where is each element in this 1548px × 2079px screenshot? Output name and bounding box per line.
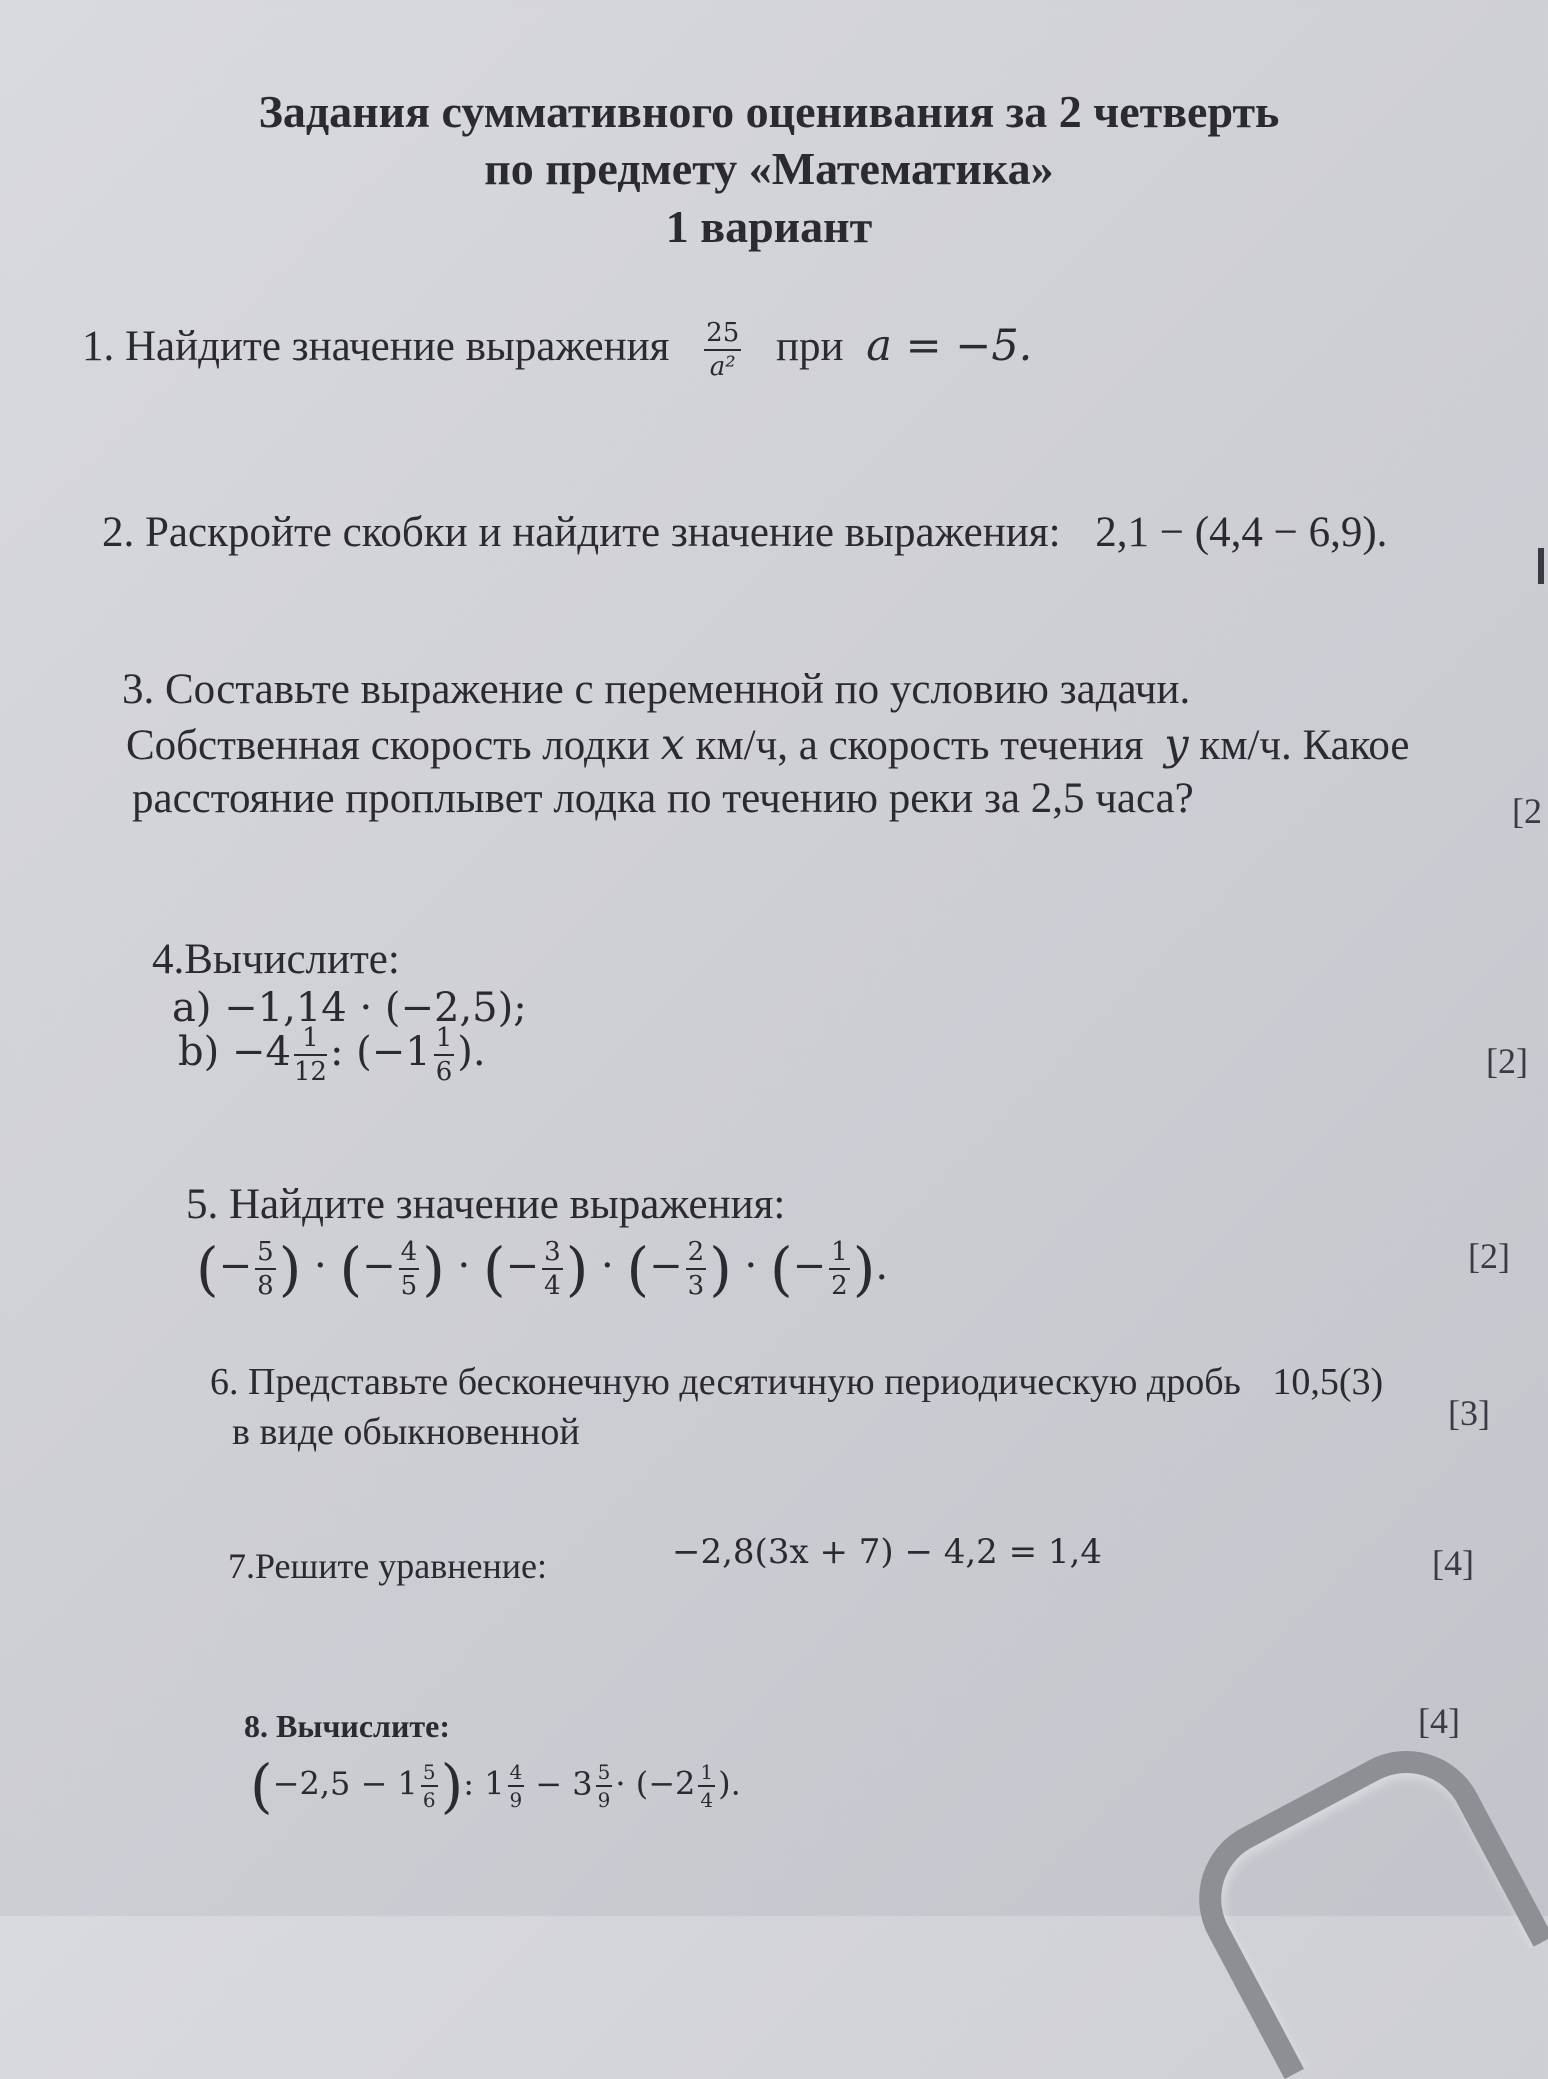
part-b-end: ). (457, 1029, 486, 1075)
negative-fraction: (− $\frac{3}{4}$ ) (483, 1235, 589, 1303)
question-1-text: 1. Найдите значение выражения (82, 322, 670, 370)
fraction-denominator: 12 (293, 1057, 327, 1087)
question-1-suffix: при (776, 322, 844, 370)
score-q8: [4] (1418, 1701, 1460, 1741)
question-5-expression (196, 1235, 888, 1303)
expr-fraction-3 (596, 1762, 613, 1810)
part-b-fraction-2 (434, 1025, 455, 1085)
negative-fraction: (− $\frac{4}{5}$ ) (339, 1235, 445, 1303)
fraction-numerator: 3 (542, 1239, 563, 1270)
expr-fraction-1 (421, 1762, 438, 1810)
question-2-expression: 2,1 − (4,4 − 6,9). (1095, 509, 1388, 556)
fraction-denominator: 5 (400, 1271, 418, 1301)
question-3-line-1: 3. Составьте выражение с переменной по условию задачи. (122, 666, 1191, 713)
question-6-line-2: в виде обыкновенной (232, 1411, 580, 1453)
multiply-dot: · (301, 1243, 340, 1289)
fraction-denominator: 4 (544, 1271, 561, 1301)
edge-bracket-mark (1538, 548, 1544, 584)
variable-x: x (660, 720, 685, 770)
fraction-numerator: 1 (434, 1025, 455, 1056)
question-6-value: 10,5(3) (1272, 1361, 1384, 1403)
negative-fraction: (− $\frac{5}{8}$ ) (196, 1235, 302, 1303)
question-5-title: 5. Найдите значение выражения: (186, 1181, 786, 1228)
expr-part-5: ). (718, 1764, 741, 1803)
expr-fraction-2 (508, 1762, 525, 1810)
fraction-numerator: 5 (255, 1239, 276, 1270)
header-line-1: Задания суммативного оценивания за 2 четверть (258, 86, 1280, 137)
fraction-numerator: 1 (829, 1239, 850, 1270)
fraction-denominator: a² (709, 352, 736, 382)
question-2-text: 2. Раскройте скобки и найдите значение выражения: (102, 509, 1061, 556)
fraction (542, 1239, 563, 1299)
question-3-text-c: км/ч. Какое (1199, 722, 1410, 769)
expr-fraction-4 (698, 1762, 715, 1810)
part-b-fraction-1 (294, 1025, 327, 1085)
multiply-dot: · (588, 1243, 627, 1289)
fraction-denominator: 4 (700, 1788, 714, 1812)
fraction-denominator: 6 (435, 1057, 453, 1087)
fraction-numerator: 2 (686, 1239, 707, 1270)
question-4-part-a: a) −1,14 · (−2,5); (172, 985, 527, 1031)
header-line-2: по предмету «Математика» (484, 143, 1054, 194)
close-paren: ) (440, 1752, 464, 1820)
binder-clip (1171, 1723, 1548, 2079)
fraction (399, 1239, 420, 1299)
fraction-numerator: 1 (698, 1762, 715, 1787)
expr-part-1: −2,5 − 1 (272, 1764, 418, 1803)
question-7-equation: −2,8(3x + 7) − 4,2 = 1,4 (672, 1532, 1102, 1572)
fraction-numerator: 5 (596, 1762, 613, 1787)
question-1-condition: a = −5. (866, 320, 1033, 371)
score-q3: [2 (1512, 791, 1542, 831)
header-line-3: 1 вариант (665, 201, 873, 252)
negative-fraction: (− $\frac{2}{3}$ ) (626, 1235, 732, 1303)
fraction-denominator: 9 (597, 1788, 611, 1812)
score-q4: [2] (1486, 1041, 1528, 1081)
variable-y: y (1164, 720, 1189, 770)
fraction (686, 1239, 707, 1299)
open-paren: ( (250, 1752, 273, 1820)
negative-fraction: (− $\frac{1}{2}$ ) (770, 1235, 876, 1303)
fraction-numerator: 4 (399, 1239, 420, 1270)
expr-part-4: · (−2 (615, 1764, 696, 1803)
score-q6: [3] (1448, 1393, 1490, 1433)
question-1 (82, 320, 1032, 380)
score-q7: [4] (1432, 1543, 1474, 1583)
multiply-dot: · (444, 1243, 483, 1289)
fraction-denominator: 6 (422, 1788, 436, 1812)
multiply-dot: · (731, 1243, 770, 1289)
question-3-line-3: расстояние проплывет лодка по течению реки за 2,5 часа? (132, 775, 1194, 822)
expression-end: . (875, 1243, 889, 1289)
fraction-denominator: 2 (831, 1271, 848, 1301)
fraction-numerator: 25 (704, 320, 741, 351)
question-2 (102, 508, 1387, 557)
question-4-part-b (178, 1025, 486, 1085)
fraction-denominator: 9 (509, 1788, 523, 1812)
fraction-denominator: 3 (687, 1271, 705, 1301)
fraction-denominator: 8 (257, 1271, 274, 1301)
fraction (829, 1239, 850, 1299)
fraction-numerator: 5 (421, 1762, 438, 1787)
question-4-title: 4.Вычислите: (152, 936, 400, 983)
part-b-prefix: b) −4 (178, 1029, 291, 1075)
question-3-line-2 (126, 720, 1410, 770)
fraction-numerator: 1 (294, 1025, 327, 1056)
fraction (255, 1239, 276, 1299)
part-b-middle: : (−1 (329, 1029, 431, 1075)
question-6-line-1 (210, 1360, 1383, 1404)
question-8-title: 8. Вычислите: (244, 1708, 450, 1744)
question-3-text-b: км/ч, а скорость течения (695, 722, 1144, 769)
expr-part-3: − 3 (535, 1764, 593, 1803)
expr-part-2: : 1 (463, 1764, 505, 1803)
question-7-title: 7.Решите уравнение: (228, 1546, 547, 1586)
question-1-fraction (704, 320, 741, 380)
question-3-text-a: Собственная скорость лодки (126, 722, 650, 769)
question-6-text: 6. Представьте бесконечную десятичную периодическую дробь (210, 1361, 1241, 1403)
score-q5: [2] (1468, 1236, 1510, 1276)
question-8-expression (250, 1752, 741, 1820)
fraction-numerator: 4 (508, 1762, 525, 1787)
